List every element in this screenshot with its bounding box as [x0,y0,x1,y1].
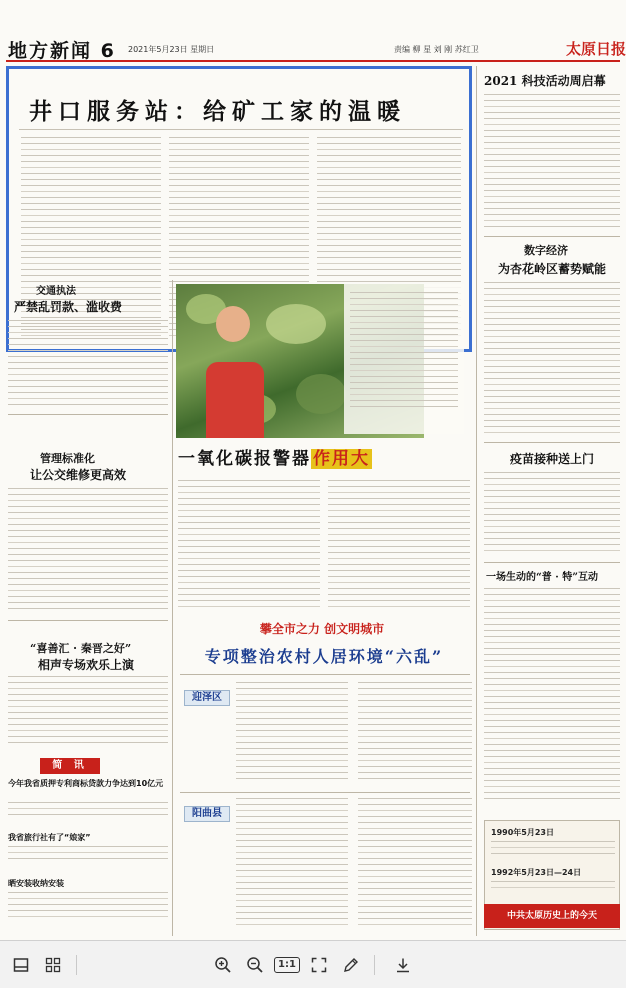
traffic-kicker: 交通执法 [36,286,76,297]
divider [8,414,168,415]
digital-title[interactable]: 为杏花岭区蓄势赋能 [498,262,607,276]
download-icon[interactable] [390,953,416,977]
brief-label: 简 讯 [40,758,100,774]
divider [8,620,168,621]
zoom-out-icon[interactable] [242,953,268,977]
photo-caption [344,284,464,434]
toolbar-separator [374,955,375,975]
co-headline-part1: 一氧化碳报警器 [178,449,311,469]
toolbar-separator [76,955,77,975]
brief-item-2[interactable]: 我省旅行社有了“娘家” [8,833,91,842]
brief-text [8,846,168,874]
zoom-in-icon[interactable] [210,953,236,977]
divider [180,792,470,793]
yangqu-article [236,798,472,934]
section-title: 地方新闻 6 [8,40,116,62]
drama-title[interactable]: 相声专场欢乐上演 [38,658,135,672]
divider [484,562,620,563]
fullscreen-icon[interactable] [306,953,332,977]
yingze-tag: 迎泽区 [184,690,230,706]
brief-item-3[interactable]: 晒安装收纳安装 [8,879,64,888]
brief-text [8,802,168,830]
column-divider [172,280,173,936]
mgmt-article [8,488,168,616]
yingze-article [236,682,472,786]
vaccine-title[interactable]: 疫苗接种送上门 [510,452,595,466]
expo-title[interactable]: 2021 科技活动周启幕 [484,74,606,88]
divider [484,236,620,237]
traffic-title[interactable]: 严禁乱罚款、滥收费 [14,300,123,314]
mgmt-kicker: 管理标准化 [40,452,95,465]
editors-line: 责编 柳 星 刘 刚 苏红卫 [394,45,479,54]
vaccine-sub-article [484,588,620,810]
drama-article [8,676,168,750]
annotate-pen-icon[interactable] [338,953,364,977]
yangqu-tag: 阳曲县 [184,806,230,822]
vaccine-article [484,472,620,560]
co-headline-highlight: 作用大 [313,449,370,469]
history-text [491,881,615,901]
actual-size-button[interactable] [274,953,300,977]
thumbnails-icon[interactable] [40,953,66,977]
layout-icon[interactable] [8,953,34,977]
brief-text [8,892,168,932]
digital-kicker: 数字经济 [524,244,568,257]
history-date-1: 1990年5月23日 [491,828,554,837]
actual-size-label: 1:1 [274,957,300,973]
mgmt-title[interactable]: 让公交维修更高效 [30,468,127,482]
divider [180,674,470,675]
newspaper-logo: 太原日报 [566,40,626,58]
co-alarm-headline[interactable] [178,444,470,476]
history-date-2: 1992年5月23日—24日 [491,868,582,877]
divider [19,129,463,130]
drama-kicker: “喜善汇 · 秦晋之好” [30,642,132,655]
expo-article [484,94,620,234]
lead-headline: 井口服务站：给矿工家的温暖 [29,98,406,125]
column-divider [476,66,477,936]
vaccine-subtitle[interactable]: 一场生动的“普 · 特”互动 [486,572,598,583]
divider [484,442,620,443]
rural-environment-headline[interactable]: 专项整治农村人居环境“六乱” [204,647,444,666]
history-banner: 中共太原历史上的今天 [484,904,620,928]
history-text [491,841,615,863]
date-line: 2021年5月23日 星期日 [128,45,215,54]
traffic-article [8,320,168,412]
viewer-toolbar [0,940,626,988]
civilization-banner: 攀全市之力 创文明城市 [259,622,385,636]
co-alarm-article [178,480,470,612]
masthead [6,6,626,62]
digital-article [484,282,620,440]
brief-item-1[interactable]: 今年我省质押专利商标贷款力争达到10亿元 [8,779,164,788]
